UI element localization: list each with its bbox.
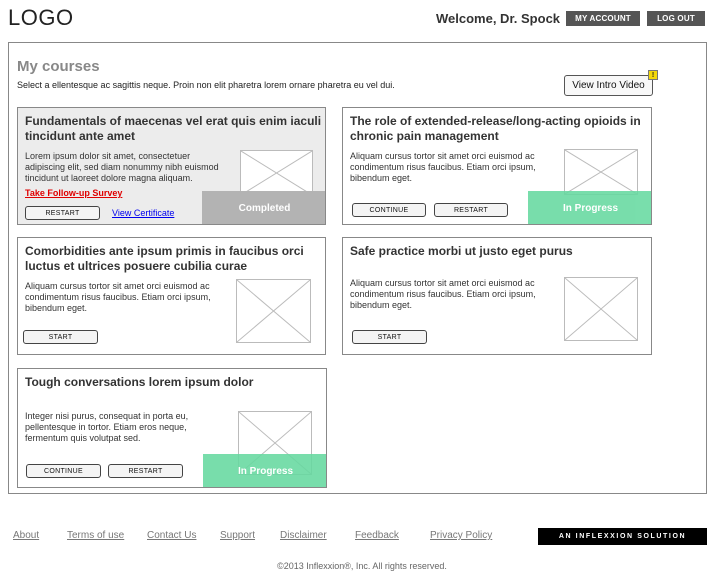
course-card-safe-practice (342, 237, 652, 355)
course-thumbnail-placeholder (564, 277, 638, 341)
course-description: Aliquam cursus tortor sit amet orci euismod ac condimentum risus faucibus. Etiam orci ipsum, bibendum eget. (350, 151, 536, 183)
page-subtitle: Select a ellentesque ac sagittis neque. Proin non elit pharetra lorem ornare pharetra eu vel dui. (17, 80, 395, 90)
course-card-opioids (342, 107, 652, 225)
footer-link-feedback[interactable]: Feedback (355, 530, 399, 541)
status-badge-in-progress: In Progress (203, 454, 327, 488)
footer-link-privacy[interactable]: Privacy Policy (430, 530, 493, 541)
footer-link-terms[interactable]: Terms of use (67, 530, 125, 541)
restart-button[interactable]: RESTART (108, 464, 183, 478)
footer-link-contact[interactable]: Contact Us (147, 530, 197, 541)
restart-button[interactable]: RESTART (25, 206, 100, 220)
course-title[interactable]: Tough conversations lorem ipsum dolor (25, 375, 254, 389)
restart-button[interactable]: RESTART (434, 203, 508, 217)
course-title[interactable]: Safe practice morbi ut justo eget purus (350, 244, 573, 258)
course-thumbnail-placeholder (564, 149, 638, 195)
my-account-button[interactable]: MY ACCOUNT (566, 11, 640, 26)
start-button[interactable]: START (352, 330, 427, 344)
course-description: Aliquam cursus tortor sit amet orci euismod ac condimentum risus faucibus. Etiam orci ipsum, bibendum eget. (350, 278, 536, 310)
course-card-comorbidities (17, 237, 326, 355)
course-title[interactable]: Comorbidities ante ipsum primis in faucibus orci luctus et ultrices posuere cubilia curae (25, 244, 304, 273)
page-title: My courses (17, 58, 100, 75)
notification-badge: ! (648, 70, 658, 80)
status-badge-in-progress: In Progress (528, 191, 652, 225)
course-thumbnail-placeholder (236, 279, 311, 343)
view-intro-video-button[interactable]: View Intro Video (564, 75, 653, 96)
take-follow-up-survey-link[interactable]: Take Follow-up Survey (25, 188, 123, 198)
logo[interactable]: LOGO (8, 5, 74, 30)
footer-link-support[interactable]: Support (220, 530, 256, 541)
course-description: Aliquam cursus tortor sit amet orci euismod ac condimentum risus faucibus. Etiam orci ipsum, bibendum eget. (25, 281, 211, 313)
view-certificate-link[interactable]: View Certificate (112, 208, 175, 218)
start-button[interactable]: START (23, 330, 98, 344)
course-description: Integer nisi purus, consequat in porta eu, pellentesque in tortor. Etiam eros neque, fermentum quis volutpat sed. (25, 411, 189, 443)
course-description: Lorem ipsum dolor sit amet, consectetuer adipiscing elit, sed diam nonummy nibh euismod tincidunt ut laoreet dolore magna aliquam. (25, 151, 219, 183)
copyright-text: ©2013 Inflexxion®, Inc. All rights reserved. (277, 561, 447, 571)
continue-button[interactable]: CONTINUE (352, 203, 426, 217)
course-title[interactable]: The role of extended-release/long-acting opioids in chronic pain management (350, 114, 641, 143)
welcome-message: Welcome, Dr. Spock (436, 11, 561, 26)
course-card-tough-conversations (17, 368, 327, 488)
course-title[interactable]: Fundamentals of maecenas vel erat quis enim iaculi tincidunt ante amet (25, 114, 322, 143)
continue-button[interactable]: CONTINUE (26, 464, 101, 478)
course-card-fundamentals (17, 107, 326, 225)
log-out-button[interactable]: LOG OUT (647, 11, 705, 26)
brand-banner: AN INFLEXXION SOLUTION (538, 528, 707, 545)
status-badge-completed: Completed (202, 191, 326, 225)
course-thumbnail-placeholder (240, 150, 313, 196)
footer-link-about[interactable]: About (13, 530, 40, 541)
footer-link-disclaimer[interactable]: Disclaimer (280, 530, 327, 541)
